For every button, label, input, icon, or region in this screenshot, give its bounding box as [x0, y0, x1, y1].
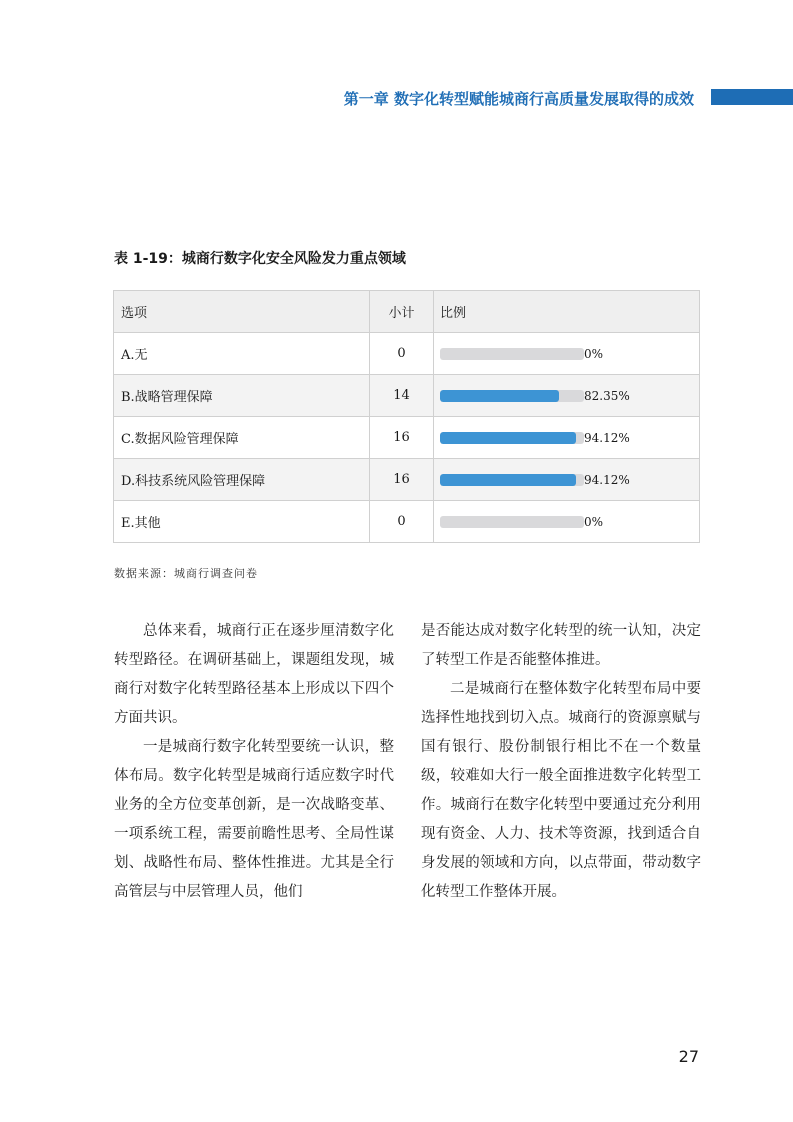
row-ratio-cell: [434, 459, 700, 501]
row-option: B.战略管理保障: [114, 375, 370, 417]
table-caption: 表 1-19：城商行数字化安全风险发力重点领域: [114, 251, 406, 267]
ratio-bar-fill: [440, 432, 576, 444]
body-column-left: [114, 617, 394, 907]
chapter-accent-bar: [711, 89, 793, 105]
row-option: A.无: [114, 333, 370, 375]
row-count: 0: [370, 333, 434, 375]
row-option: E.其他: [114, 501, 370, 543]
body-paragraph: 一是城商行数字化转型要统一认识，整体布局。数字化转型是城商行适应数字时代业务的全方位变革创新，是一次战略变革、一项系统工程，需要前瞻性思考、全局性谋划、战略性布局、整体性推进。尤其是全行高管层与中层管理人员，他们: [114, 739, 394, 900]
column-header-option: 选项: [114, 291, 370, 333]
page-number: 27: [678, 1047, 699, 1066]
ratio-label: 0%: [584, 346, 604, 361]
ratio-label: 82.35%: [584, 388, 630, 403]
ratio-label: 94.12%: [584, 430, 630, 445]
row-ratio-cell: [434, 501, 700, 543]
body-column-right: [421, 617, 701, 907]
table-row: [114, 375, 700, 417]
chapter-title: 第一章 数字化转型赋能城商行高质量发展取得的成效: [343, 90, 694, 108]
ratio-bar-fill: [440, 390, 559, 402]
source-note: 数据来源：城商行调查问卷: [114, 567, 258, 580]
row-count: 14: [370, 375, 434, 417]
risk-focus-table: [113, 290, 700, 543]
row-ratio-cell: [434, 417, 700, 459]
row-count: 16: [370, 417, 434, 459]
ratio-label: 94.12%: [584, 472, 630, 487]
body-paragraph: 二是城商行在整体数字化转型布局中要选择性地找到切入点。城商行的资源禀赋与国有银行、股份制银行相比不在一个数量级，较难如大行一般全面推进数字化转型工作。城商行在数字化转型中要通过充分利用现有资金、人力、技术等资源，找到适合自身发展的领域和方向，以点带面，带动数字化转型工作整体开展。: [421, 681, 701, 900]
row-ratio-cell: [434, 375, 700, 417]
ratio-bar-fill: [440, 474, 576, 486]
row-count: 0: [370, 501, 434, 543]
table-row: [114, 459, 700, 501]
row-option: C.数据风险管理保障: [114, 417, 370, 459]
body-paragraph: 是否能达成对数字化转型的统一认知，决定了转型工作是否能整体推进。: [421, 623, 701, 668]
column-header-count: 小计: [370, 291, 434, 333]
table-row: [114, 501, 700, 543]
table-row: [114, 333, 700, 375]
ratio-bar-track: [440, 348, 584, 360]
row-option: D.科技系统风险管理保障: [114, 459, 370, 501]
row-count: 16: [370, 459, 434, 501]
ratio-bar-track: [440, 390, 584, 402]
column-header-ratio: 比例: [434, 291, 700, 333]
table-header-row: [114, 291, 700, 333]
table-row: [114, 417, 700, 459]
ratio-bar-track: [440, 474, 584, 486]
ratio-bar-track: [440, 516, 584, 528]
body-paragraph: 总体来看，城商行正在逐步厘清数字化转型路径。在调研基础上，课题组发现，城商行对数字化转型路径基本上形成以下四个方面共识。: [114, 623, 394, 726]
ratio-label: 0%: [584, 514, 604, 529]
ratio-bar-track: [440, 432, 584, 444]
row-ratio-cell: [434, 333, 700, 375]
